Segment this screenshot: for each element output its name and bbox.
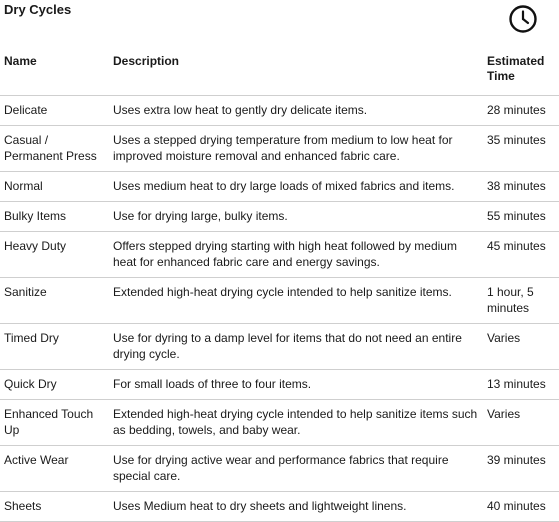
clock-icon	[508, 4, 538, 34]
cycle-name: Sheets	[0, 492, 109, 522]
cycle-time: 28 minutes	[483, 96, 559, 126]
cycle-description: Uses Medium heat to dry sheets and lightweight linens.	[109, 492, 483, 522]
table-row	[0, 446, 559, 492]
cycle-description: Use for drying large, bulky items.	[109, 202, 483, 232]
cycle-time: 39 minutes	[483, 446, 559, 492]
cycle-name: Normal	[0, 172, 109, 202]
column-header-description: Description	[109, 52, 483, 96]
cycle-name: Enhanced Touch Up	[0, 400, 109, 446]
cycle-description: For small loads of three to four items.	[109, 370, 483, 400]
cycle-name: Casual / Permanent Press	[0, 126, 109, 172]
table-row	[0, 202, 559, 232]
cycle-time: Varies	[483, 324, 559, 370]
column-header-name: Name	[0, 52, 109, 96]
cycle-description: Uses extra low heat to gently dry delicate items.	[109, 96, 483, 126]
cycle-description: Use for dyring to a damp level for items that do not need an entire drying cycle.	[109, 324, 483, 370]
table-row	[0, 232, 559, 278]
cycle-time: 38 minutes	[483, 172, 559, 202]
table-row	[0, 370, 559, 400]
table-row	[0, 96, 559, 126]
cycle-name: Delicate	[0, 96, 109, 126]
cycle-time: 35 minutes	[483, 126, 559, 172]
cycle-name: Active Wear	[0, 446, 109, 492]
cycle-time: 55 minutes	[483, 202, 559, 232]
column-header-estimated-time: Estimated Time	[483, 52, 559, 96]
cycle-name: Timed Dry	[0, 324, 109, 370]
cycle-description: Extended high-heat drying cycle intended to help sanitize items such as bedding, towels, and baby wear.	[109, 400, 483, 446]
cycle-description: Offers stepped drying starting with high heat followed by medium heat for enhanced fabric care and energy savings.	[109, 232, 483, 278]
page-title: Dry Cycles	[4, 2, 72, 17]
cycle-description: Uses a stepped drying temperature from medium to low heat for improved moisture removal and enhanced fabric care.	[109, 126, 483, 172]
table-row	[0, 278, 559, 324]
table-row	[0, 400, 559, 446]
cycle-time: Varies	[483, 400, 559, 446]
table-row	[0, 172, 559, 202]
cycle-name: Sanitize	[0, 278, 109, 324]
cycle-name: Quick Dry	[0, 370, 109, 400]
table-row	[0, 492, 559, 522]
cycle-name: Bulky Items	[0, 202, 109, 232]
cycle-description: Extended high-heat drying cycle intended to help sanitize items.	[109, 278, 483, 324]
cycle-name: Heavy Duty	[0, 232, 109, 278]
table-header-row	[0, 52, 559, 96]
cycle-time: 1 hour, 5 minutes	[483, 278, 559, 324]
cycle-time: 40 minutes	[483, 492, 559, 522]
table-row	[0, 324, 559, 370]
table-row	[0, 126, 559, 172]
dry-cycles-table	[0, 52, 559, 522]
cycle-time: 45 minutes	[483, 232, 559, 278]
cycle-time: 13 minutes	[483, 370, 559, 400]
cycle-description: Uses medium heat to dry large loads of mixed fabrics and items.	[109, 172, 483, 202]
cycle-description: Use for drying active wear and performance fabrics that require special care.	[109, 446, 483, 492]
